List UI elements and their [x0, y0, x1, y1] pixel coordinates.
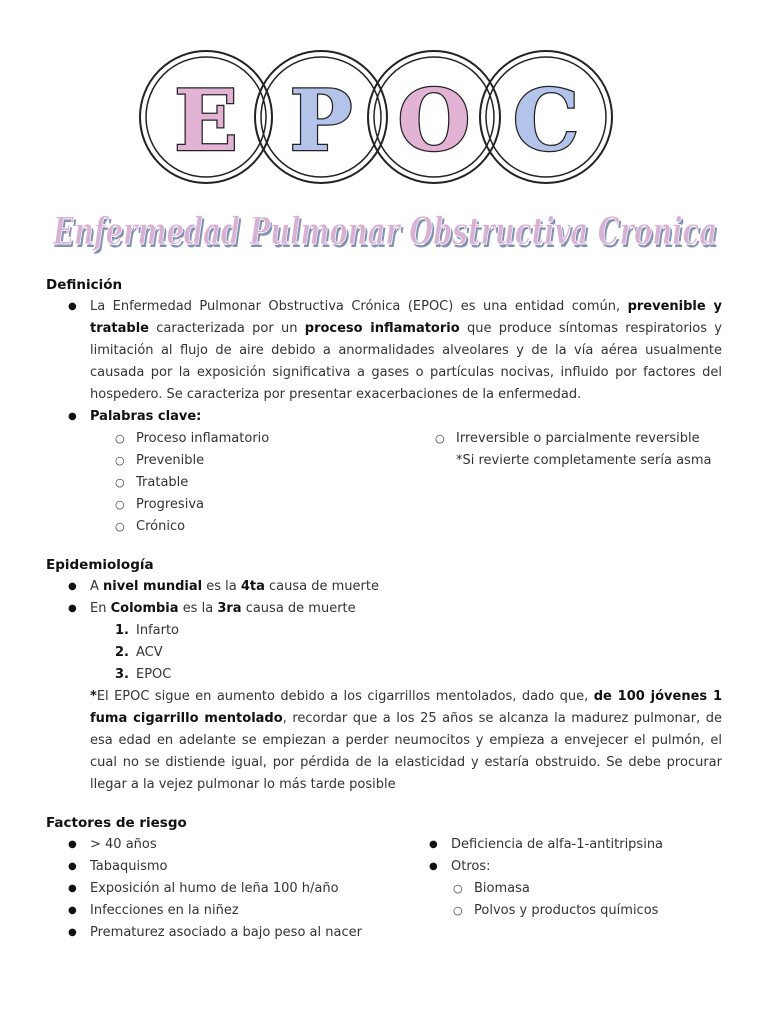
circle-e — [140, 51, 272, 183]
factor-item: ● > 40 años — [90, 834, 429, 856]
factor-item: ● Infecciones en la niñez — [90, 900, 429, 922]
ranking-number: 3. — [115, 667, 129, 682]
ranking-item — [115, 642, 722, 664]
factor-item: ● Exposición al humo de leña 100 h/año — [90, 878, 429, 900]
subtitle: Enfermedad Pulmonar Obstructiva Cronica — [52, 209, 718, 253]
def-bold-1: prevenible y tratable — [90, 299, 722, 336]
keyword-note: *Si revierte completamente sería asma — [456, 453, 712, 468]
keywords-right-list — [432, 428, 722, 450]
epi-text: En — [90, 601, 107, 616]
definicion-list — [46, 296, 722, 428]
keywords-left-list — [46, 428, 432, 538]
def-text-3: que produce síntomas respiratorios y limitación al flujo de aire debido a anormalidades alveolares y de la vía aérea usualmente causada por la exposición significativa a gases o partículas nocivas, influido por factores del hospedero. Se caracteriza por presentar exacerbaciones de la enfermedad. — [90, 321, 722, 402]
epi-text: es la — [206, 579, 237, 594]
section-factores — [46, 812, 722, 944]
factor-item: ● Deficiencia de alfa-1-antitripsina — [451, 834, 722, 856]
ranking-label: Infarto — [136, 623, 180, 638]
definicion-paragraph — [90, 296, 722, 406]
epi-bold: Colombia — [110, 601, 179, 616]
definicion-title: Definición — [46, 277, 123, 293]
ranking-item — [115, 620, 722, 642]
keywords-right-col — [432, 428, 722, 538]
ranking-number: 1. — [115, 623, 129, 638]
note-star: * — [90, 689, 97, 704]
ranking-label: EPOC — [136, 667, 172, 682]
letter-c: C — [512, 71, 580, 170]
keyword-item: ○ Crónico — [136, 516, 432, 538]
factor-item: ● Tabaquismo — [90, 856, 429, 878]
document-body — [46, 274, 722, 960]
factor-item: ● Otros: — [451, 856, 722, 878]
otros-list — [429, 878, 722, 922]
ranking-item — [115, 664, 722, 686]
epi-text: causa de muerte — [269, 579, 379, 594]
letter-o: O — [397, 71, 471, 170]
def-text-1: La Enfermedad Pulmonar Obstructiva Crónica (EPOC) es una entidad común, — [90, 299, 621, 314]
letter-e: E — [173, 71, 239, 170]
factores-title: Factores de riesgo — [46, 815, 187, 831]
keywords-label: Palabras clave: — [90, 409, 202, 424]
note-text-2: , recordar que a los 25 años se alcanza la madurez pulmonar, de esa edad en adelante se empiezan a perder neumocitos y empieza a envejecer el pulmón, el cual no se distiende igual, por pérdida de la elasticidad y estaría obstruido. Se debe procurar llegar a la vejez pulmonar lo más tarde posible — [90, 711, 722, 792]
header-banner — [0, 0, 768, 268]
factor-item: ● Prematurez asociado a bajo peso al nacer — [90, 922, 429, 944]
keywords-item — [90, 406, 722, 428]
epidemiologia-title: Epidemiología — [46, 557, 154, 573]
factores-left-col — [46, 834, 429, 944]
note-bold: de 100 jóvenes 1 fuma cigarrillo mentolado — [90, 689, 722, 726]
factores-right-list — [429, 834, 722, 878]
keyword-item: ○ Prevenible — [136, 450, 432, 472]
note-text-1: El EPOC sigue en aumento debido a los cigarrillos mentolados, dado que, — [96, 689, 589, 704]
epi-text: es la — [182, 601, 214, 616]
section-epidemiologia — [46, 554, 722, 796]
letter-p: P — [289, 71, 353, 170]
def-text-2: caracterizada por un — [156, 321, 298, 336]
def-bold-2: proceso inflamatorio — [304, 321, 460, 336]
epi-bold: 4ta — [240, 579, 265, 594]
epi-bold: nivel mundial — [103, 579, 203, 594]
factores-left-list — [46, 834, 429, 944]
keywords-left-col — [46, 428, 432, 538]
factores-columns — [46, 834, 722, 944]
ranking-list — [46, 620, 722, 686]
section-definicion — [46, 274, 722, 538]
keyword-item: ○ Proceso inflamatorio — [136, 428, 432, 450]
subtitle-shadow: Enfermedad Pulmonar Obstructiva Cronica — [54, 212, 720, 256]
epi-bullet-colombia — [90, 598, 722, 620]
keyword-item: ○ Tratable — [136, 472, 432, 494]
epi-note — [46, 686, 722, 796]
epi-text: causa de muerte — [245, 601, 356, 616]
keyword-item-irreversible — [456, 428, 722, 450]
otros-item: ○ Biomasa — [474, 878, 722, 900]
keywords-columns — [46, 428, 722, 538]
epi-bold: 3ra — [217, 601, 242, 616]
factores-right-col — [429, 834, 722, 944]
keyword-item: ○ Progresiva — [136, 494, 432, 516]
ranking-label: ACV — [136, 645, 163, 660]
otros-item: ○ Polvos y productos químicos — [474, 900, 722, 922]
epi-bullet-mundial — [90, 576, 722, 598]
epidemiologia-list — [46, 576, 722, 620]
epi-text: A — [90, 579, 99, 594]
ranking-number: 2. — [115, 645, 129, 660]
keyword-irreversible-text: Irreversible o parcialmente reversible — [456, 431, 700, 446]
